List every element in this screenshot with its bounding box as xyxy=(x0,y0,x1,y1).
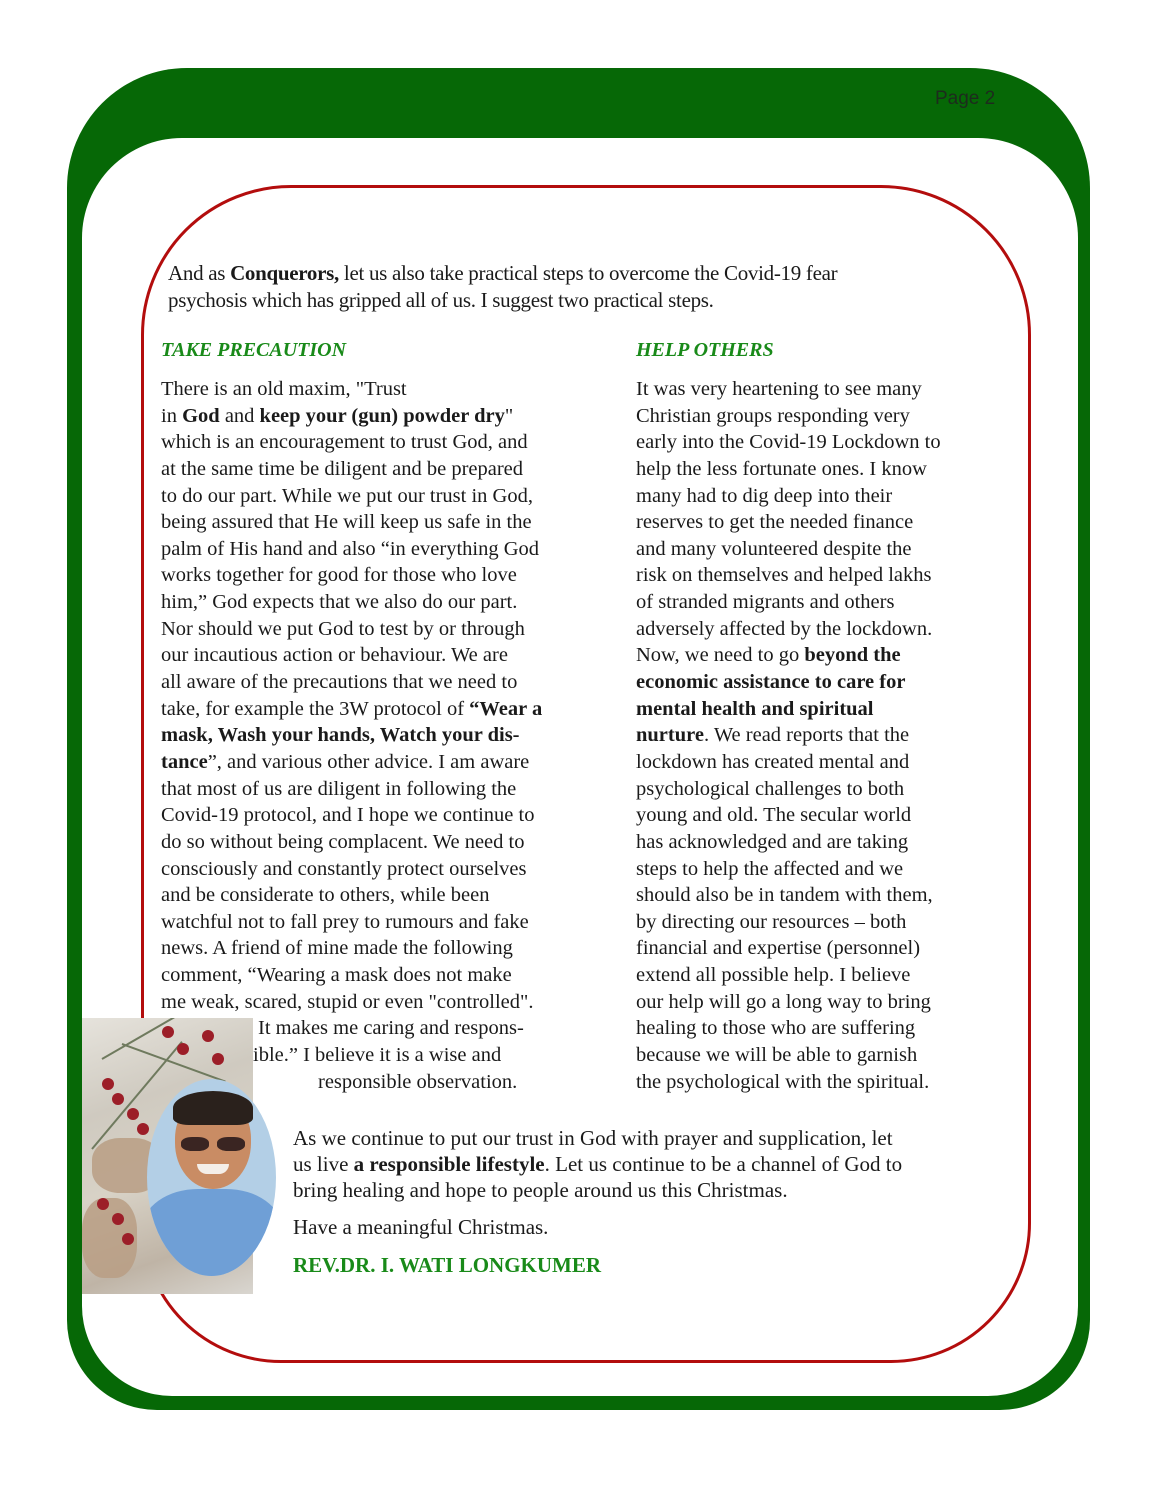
text-line xyxy=(636,962,996,989)
bold-text: nurture xyxy=(636,724,704,747)
text-line xyxy=(161,882,601,909)
text: me weak, scared, stupid or even "controlled". xyxy=(161,990,534,1013)
text: It was very heartening to see many xyxy=(636,378,922,400)
closing-text: . Let us continue to be a channel of God to xyxy=(544,1152,903,1176)
text-line xyxy=(636,802,996,829)
text-line xyxy=(161,456,601,483)
text-line xyxy=(161,696,601,723)
text-line xyxy=(161,1042,601,1069)
text: to do our part. While we put our trust in God, xyxy=(161,484,533,507)
closing-line-1: As we continue to put our trust in God with prayer and supplication, let xyxy=(293,1126,893,1150)
text-line xyxy=(636,429,996,456)
berry-decoration xyxy=(127,1108,139,1120)
text: steps to help the affected and we xyxy=(636,857,904,880)
text: because we will be able to garnish xyxy=(636,1044,918,1067)
text-line xyxy=(636,456,996,483)
text: in xyxy=(161,404,183,427)
text: our incautious action or behaviour. We are xyxy=(161,644,508,667)
text: our help will go a long way to bring xyxy=(636,990,931,1013)
text-line xyxy=(636,935,996,962)
text: ”, and various other advice. I am aware xyxy=(207,750,530,773)
text-line xyxy=(636,536,996,563)
christmas-wish: Have a meaningful Christmas. xyxy=(293,1215,549,1239)
text-line xyxy=(161,749,601,776)
text: psychological challenges to both xyxy=(636,777,905,800)
right-column-text xyxy=(636,376,996,1095)
text-line xyxy=(161,376,601,403)
bold-text: God xyxy=(182,404,220,427)
text: ible.” I believe it is a wise and xyxy=(253,1044,502,1067)
text-line xyxy=(161,1015,601,1042)
portrait-shirt xyxy=(147,1189,276,1276)
bold-text: tance xyxy=(161,750,208,773)
author-portrait xyxy=(147,1079,276,1276)
text-line xyxy=(636,642,996,669)
heading-help-others: HELP OTHERS xyxy=(636,339,774,361)
text-line xyxy=(636,509,996,536)
text-line xyxy=(636,722,996,749)
intro-bold-conquerors: Conquerors, xyxy=(230,261,339,285)
text: palm of His hand and also “in everything God xyxy=(161,537,540,560)
closing-bold-lifestyle: a responsible lifestyle xyxy=(353,1152,545,1176)
text-line xyxy=(161,802,601,829)
bold-text: economic assistance to care for xyxy=(636,671,906,694)
heading-take-precaution: TAKE PRECAUTION xyxy=(161,339,347,361)
text: news. A friend of mine made the following xyxy=(161,937,513,960)
text-line xyxy=(636,989,996,1016)
text: which is an encouragement to trust God, and xyxy=(161,431,528,454)
intro-text: And as xyxy=(168,261,231,285)
berry-decoration xyxy=(102,1078,114,1090)
text-line xyxy=(161,616,601,643)
text-line xyxy=(161,935,601,962)
bold-text: keep your (gun) powder dry xyxy=(259,404,505,427)
text: all aware of the precautions that we need to xyxy=(161,671,518,694)
text-line xyxy=(636,696,996,723)
text: watchful not to fall prey to rumours and fake xyxy=(161,910,529,933)
bold-text: mask, Wash your hands, Watch your dis- xyxy=(161,724,520,747)
text: the psychological with the spiritual. xyxy=(636,1070,930,1093)
text-line xyxy=(161,589,601,616)
text: healing to those who are suffering xyxy=(636,1017,916,1040)
text: do so without being complacent. We need to xyxy=(161,830,525,853)
text: at the same time be diligent and be prepared xyxy=(161,457,524,480)
intro-line-1 xyxy=(168,260,837,286)
text: and xyxy=(219,404,260,427)
bold-text: mental health and spiritual xyxy=(636,697,874,720)
text-line xyxy=(161,642,601,669)
portrait-smile xyxy=(197,1164,229,1174)
text-line xyxy=(636,483,996,510)
text: . We read reports that the xyxy=(703,724,910,747)
text: has acknowledged and are taking xyxy=(636,830,909,853)
text-line xyxy=(636,1069,996,1096)
text: Nor should we put God to test by or through xyxy=(161,617,525,640)
author-signature: REV.DR. I. WATI LONGKUMER xyxy=(293,1253,602,1277)
text-line xyxy=(161,722,601,749)
text-line xyxy=(161,829,601,856)
left-column-text xyxy=(161,376,601,1095)
text-line xyxy=(161,856,601,883)
text: should also be in tandem with them, xyxy=(636,884,933,907)
text-line xyxy=(636,829,996,856)
portrait-glasses xyxy=(181,1137,209,1151)
closing-text: us live xyxy=(293,1152,354,1176)
bold-text: beyond the xyxy=(804,644,901,667)
text: lockdown has created mental and xyxy=(636,750,910,773)
text-line xyxy=(636,1042,996,1069)
text: Covid-19 protocol, and I hope we continue to xyxy=(161,804,535,827)
text: by directing our resources – both xyxy=(636,910,907,933)
berry-decoration xyxy=(112,1093,124,1105)
text: take, for example the 3W protocol of xyxy=(161,697,470,720)
closing-line-2 xyxy=(293,1152,1013,1177)
text: reserves to get the needed finance xyxy=(636,511,914,534)
text: many had to dig deep into their xyxy=(636,484,893,507)
intro-line-2: psychosis which has gripped all of us. I suggest two practical steps. xyxy=(168,288,714,312)
text: consciously and constantly protect ourselves xyxy=(161,857,527,880)
portrait-glasses xyxy=(217,1137,245,1151)
text-line xyxy=(636,589,996,616)
text: and be considerate to others, while been xyxy=(161,884,490,907)
text: " xyxy=(504,404,514,427)
text: help the less fortunate ones. I know xyxy=(636,457,927,480)
text: financial and expertise (personnel) xyxy=(636,937,921,960)
portrait-hair xyxy=(173,1091,253,1125)
text: that most of us are diligent in following the xyxy=(161,777,517,800)
text-line xyxy=(161,429,601,456)
text: It makes me caring and respons- xyxy=(258,1017,524,1040)
text-line xyxy=(636,882,996,909)
text-line xyxy=(161,483,601,510)
text-line xyxy=(636,749,996,776)
text: Christian groups responding very xyxy=(636,404,910,427)
text-line xyxy=(161,909,601,936)
text-line xyxy=(161,962,601,989)
text: being assured that He will keep us safe in the xyxy=(161,511,532,534)
text-line xyxy=(161,403,601,430)
text: There is an old maxim, "Trust xyxy=(161,378,407,400)
text-line xyxy=(636,616,996,643)
berry-decoration xyxy=(137,1123,149,1135)
text: risk on themselves and helped lakhs xyxy=(636,564,932,587)
text-line xyxy=(636,669,996,696)
text-line xyxy=(161,989,601,1016)
text: adversely affected by the lockdown. xyxy=(636,617,933,640)
text-line xyxy=(636,909,996,936)
text-line xyxy=(636,776,996,803)
text-line xyxy=(161,509,601,536)
bold-text: “Wear a xyxy=(469,697,543,720)
text: him,” God expects that we also do our part. xyxy=(161,591,518,614)
text-line xyxy=(636,562,996,589)
text-line xyxy=(161,562,601,589)
text: early into the Covid-19 Lockdown to xyxy=(636,431,941,454)
text: young and old. The secular world xyxy=(636,804,912,827)
text: Now, we need to go xyxy=(636,644,805,667)
berry-decoration xyxy=(97,1198,109,1210)
text-line xyxy=(636,403,996,430)
page-number: Page 2 xyxy=(935,88,996,109)
text-line xyxy=(161,536,601,563)
text-line xyxy=(161,669,601,696)
text: extend all possible help. I believe xyxy=(636,964,911,987)
text-line xyxy=(636,856,996,883)
text: of stranded migrants and others xyxy=(636,591,895,614)
text: comment, “Wearing a mask does not make xyxy=(161,964,512,987)
text-line xyxy=(161,776,601,803)
berry-decoration xyxy=(112,1213,124,1225)
closing-line-3: bring healing and hope to people around us this Christmas. xyxy=(293,1178,788,1202)
text: works together for good for those who love xyxy=(161,564,517,587)
text-line xyxy=(161,1069,601,1096)
intro-text: let us also take practical steps to overcome the Covid-19 fear xyxy=(338,261,838,285)
text: and many volunteered despite the xyxy=(636,537,912,560)
text-line xyxy=(636,1015,996,1042)
text-line xyxy=(636,376,996,403)
text: responsible observation. xyxy=(318,1070,518,1093)
berry-decoration xyxy=(122,1233,134,1245)
